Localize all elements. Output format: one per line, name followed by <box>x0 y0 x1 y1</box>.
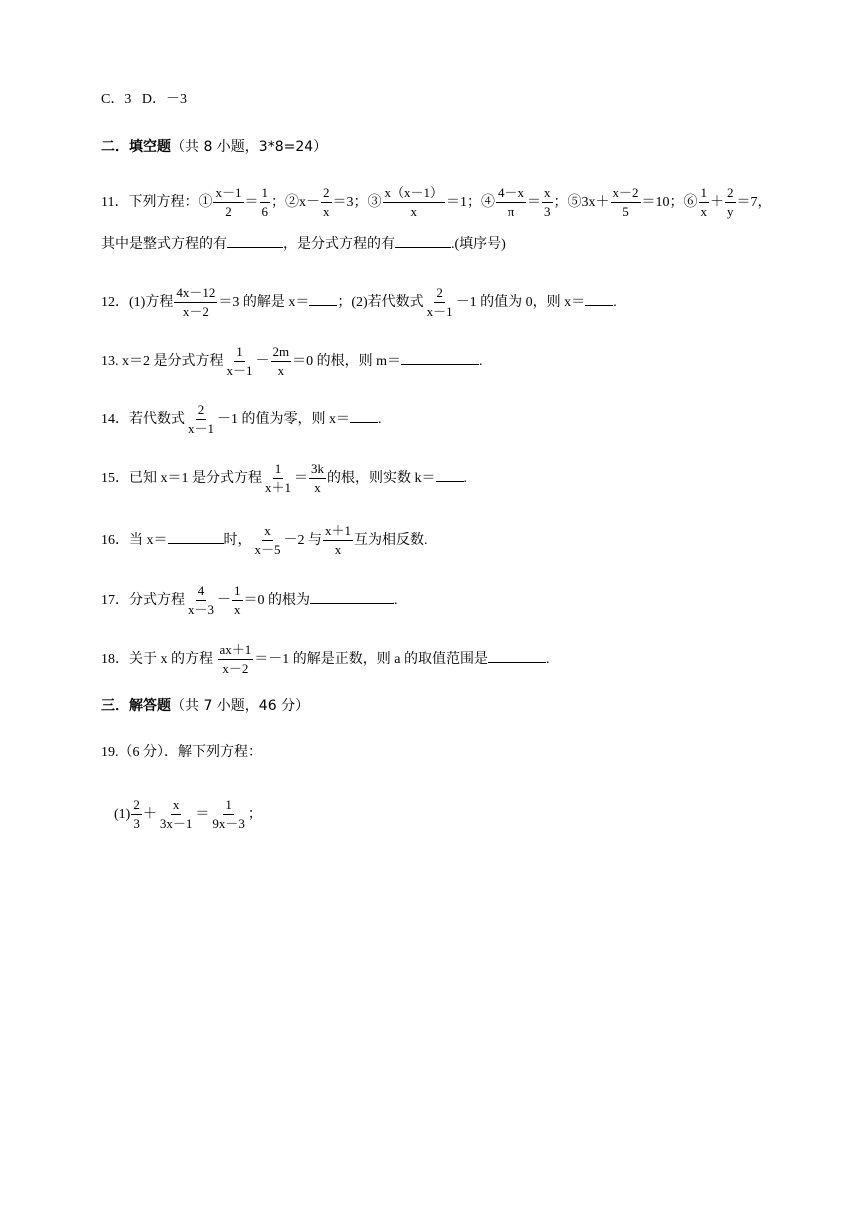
q11-text: ＝1；④ <box>446 195 496 211</box>
q19-text: (1) <box>114 807 131 823</box>
fraction <box>186 584 216 618</box>
answer-blank[interactable] <box>227 236 283 248</box>
denominator: 3x－1 <box>159 816 193 832</box>
numerator: x－2 <box>611 186 641 203</box>
question-19-part-1 <box>114 798 262 832</box>
fraction <box>210 798 247 832</box>
denominator: x <box>314 480 321 496</box>
numerator: x <box>262 524 273 541</box>
q11-text: ＝ <box>244 195 259 211</box>
denominator: x <box>277 363 285 379</box>
q17-text: 17．分式方程 <box>101 593 185 609</box>
denominator: x <box>334 542 342 558</box>
denominator: 3 <box>544 204 551 220</box>
denominator: x <box>700 204 708 220</box>
q12-text: 12．(1)方程 <box>101 295 174 311</box>
numerator: x <box>542 186 553 203</box>
section-3-title: 三．解答题 <box>101 698 171 714</box>
q11-text: ＝10；⑥ <box>641 195 698 211</box>
denominator: 6 <box>261 204 268 220</box>
fraction <box>611 186 641 220</box>
answer-blank[interactable] <box>488 651 546 663</box>
q15-text: ＝ <box>294 471 309 487</box>
options-line <box>101 93 187 107</box>
numerator: x＋1 <box>323 524 353 541</box>
denominator: x－2 <box>182 304 209 320</box>
numerator: 1 <box>273 462 284 479</box>
denominator: x－5 <box>254 542 281 558</box>
q11-text: ＝ <box>527 195 542 211</box>
q13-text: ＝0 的根，则 m＝ <box>292 354 402 370</box>
q16-text: 时， <box>223 533 252 549</box>
numerator: x（x－1） <box>383 186 446 203</box>
answer-blank[interactable] <box>585 294 613 306</box>
denominator: 3 <box>133 816 140 832</box>
q17-text: ＝0 的根为 <box>243 593 311 609</box>
fraction <box>131 798 142 832</box>
option-d: D．－3 <box>141 92 187 107</box>
option-c: C．3 <box>101 92 132 107</box>
question-14 <box>101 403 382 437</box>
question-17 <box>101 584 398 618</box>
q12-text: . <box>613 295 617 311</box>
fraction <box>260 186 271 220</box>
q12-text: ；(2)若代数式 <box>337 295 424 311</box>
section-2-note: （共 8 小题，3*8=24） <box>171 139 328 155</box>
numerator: x－1 <box>213 186 243 203</box>
question-19-title: 19.（6 分）．解下列方程： <box>101 745 262 760</box>
q11-text: .(填序号) <box>451 237 506 252</box>
q18-text: ＝－1 的解是正数，则 a 的取值范围是 <box>254 652 488 668</box>
fraction <box>699 186 710 220</box>
denominator: x＋1 <box>265 480 292 496</box>
q12-text: ＝3 的解是 x＝ <box>218 295 310 311</box>
numerator: x <box>171 798 182 815</box>
numerator: 2 <box>321 186 332 203</box>
q15-text: 15．已知 x＝1 是分式方程 <box>101 471 262 487</box>
q11-text: ，是分式方程的有 <box>283 237 395 252</box>
numerator: 2 <box>434 286 445 303</box>
q14-text: . <box>378 412 382 428</box>
numerator: 3k <box>309 462 326 479</box>
question-13 <box>101 345 483 379</box>
answer-blank[interactable] <box>309 294 337 306</box>
numerator: 1 <box>232 584 243 601</box>
q16-text: －2 与 <box>283 533 323 549</box>
answer-blank[interactable] <box>401 353 479 365</box>
fraction <box>186 403 216 437</box>
fraction <box>213 186 243 220</box>
question-15 <box>101 462 467 496</box>
fraction <box>263 462 293 496</box>
answer-blank[interactable] <box>310 592 394 604</box>
answer-blank[interactable] <box>350 411 378 423</box>
section-2-heading <box>101 140 327 154</box>
q11-text: ＋ <box>710 195 725 211</box>
denominator: x <box>323 204 330 220</box>
denominator: x <box>234 602 241 618</box>
fraction <box>253 524 283 558</box>
q17-text: － <box>217 593 232 609</box>
denominator: x－3 <box>188 602 215 618</box>
numerator: 1 <box>234 345 245 362</box>
denominator: x <box>410 204 417 220</box>
fraction <box>218 643 254 677</box>
fraction <box>323 524 353 558</box>
q19-text: ＋ <box>142 807 157 823</box>
numerator: 4－x <box>496 186 526 203</box>
denominator: 5 <box>622 204 629 220</box>
fraction <box>232 584 243 618</box>
q12-text: －1 的值为 0，则 x＝ <box>455 295 586 311</box>
answer-blank[interactable] <box>395 236 451 248</box>
q11-lead: 11．下列方程：① <box>101 195 213 211</box>
q13-text: － <box>255 354 270 370</box>
section-3-heading <box>101 699 309 713</box>
numerator: 2 <box>131 798 142 815</box>
answer-blank[interactable] <box>168 532 224 544</box>
fraction <box>158 798 195 832</box>
fraction <box>309 462 326 496</box>
fraction <box>271 345 292 379</box>
question-18 <box>101 643 550 677</box>
q15-text: . <box>463 471 468 487</box>
q16-text: 16．当 x＝ <box>101 533 168 549</box>
q13-text: . <box>479 354 483 370</box>
question-11-line-2 <box>101 236 506 252</box>
denominator: 9x－3 <box>212 816 245 832</box>
fraction <box>225 345 255 379</box>
numerator: 1 <box>260 186 271 203</box>
q15-text: 的根，则实数 k＝ <box>327 471 436 487</box>
q11-text: ；⑤3x＋ <box>553 195 610 211</box>
q13-text: 13. x＝2 是分式方程 <box>101 354 224 370</box>
q19-text: ； <box>247 807 262 823</box>
numerator: 2m <box>271 345 292 362</box>
numerator: 1 <box>699 186 710 203</box>
q18-text: 18．关于 x 的方程 <box>101 652 213 668</box>
answer-blank[interactable] <box>436 470 464 482</box>
denominator: x－2 <box>222 661 249 677</box>
numerator: ax＋1 <box>218 643 254 660</box>
q19-text: ＝ <box>195 807 210 823</box>
q16-text: 互为相反数. <box>354 533 428 549</box>
q11-text: 其中是整式方程的有 <box>101 237 227 252</box>
numerator: 1 <box>223 798 234 815</box>
q14-text: 14．若代数式 <box>101 412 185 428</box>
numerator: 4 <box>196 584 207 601</box>
q18-text: . <box>546 652 550 668</box>
fraction <box>425 286 455 320</box>
section-2-title: 二．填空题 <box>101 139 171 155</box>
fraction <box>321 186 332 220</box>
denominator: x－1 <box>188 421 215 437</box>
fraction <box>383 186 446 220</box>
numerator: 2 <box>196 403 207 420</box>
numerator: 4x－12 <box>174 286 217 303</box>
denominator: 2 <box>225 204 232 220</box>
q11-text: ＝3；③ <box>332 195 382 211</box>
q11-text: ；②x－ <box>271 195 320 211</box>
q14-text: －1 的值为零，则 x＝ <box>217 412 351 428</box>
numerator: 2 <box>725 186 736 203</box>
section-3-note: （共 7 小题，46 分） <box>171 698 310 714</box>
denominator: π <box>507 204 515 220</box>
fraction <box>725 186 736 220</box>
q11-text: ＝7， <box>736 195 772 211</box>
question-11 <box>101 186 772 220</box>
denominator: x－1 <box>226 363 253 379</box>
question-16 <box>101 524 428 558</box>
denominator: x－1 <box>426 304 453 320</box>
denominator: y <box>727 204 734 220</box>
fraction <box>542 186 553 220</box>
fraction <box>174 286 217 320</box>
q17-text: . <box>394 593 398 609</box>
fraction <box>496 186 526 220</box>
question-12 <box>101 286 617 320</box>
